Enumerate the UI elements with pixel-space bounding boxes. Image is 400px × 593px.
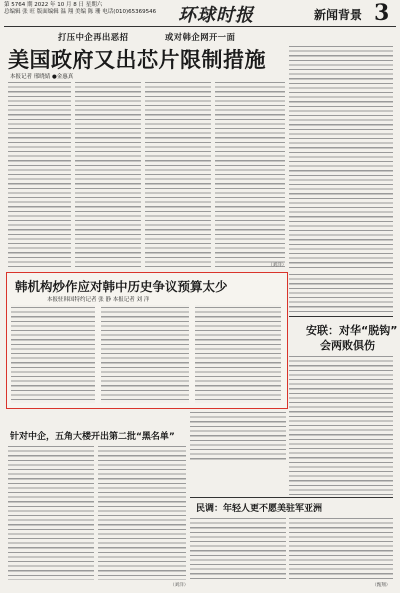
lead-body-col-3	[145, 80, 211, 268]
feature-body-col-2	[101, 305, 189, 403]
feature-body-col-3	[195, 305, 281, 403]
lead-headline: 美国政府又出芯片限制措施	[8, 48, 266, 72]
lead-byline: 本报记者 邢晓婧 ●金惠真	[10, 74, 74, 80]
art-editor-name: 陈 珊	[87, 9, 101, 15]
section-title: 新闻背景	[314, 8, 363, 22]
bottom-headline: 民调：年轻人更不愿美驻军亚洲	[196, 504, 323, 514]
feature-article-box	[6, 272, 288, 409]
middle-body-col-right	[190, 410, 286, 424]
right-divider	[289, 316, 393, 317]
chief-editor-label: 总编辑	[4, 9, 21, 15]
header-divider	[4, 26, 396, 27]
bottom-end-credit: （甄翔）	[372, 583, 391, 588]
bottom-body-col-2	[289, 516, 393, 580]
dept-editor-name: 温 翔	[60, 9, 74, 15]
chief-editor-name: 张 旺	[22, 9, 36, 15]
lead-body-col-4	[215, 80, 285, 268]
bottom-body-col-1	[190, 516, 286, 580]
right-body-col-1	[289, 44, 393, 268]
mid-body-col-1	[8, 444, 94, 580]
art-editor-label: 美编	[75, 9, 87, 15]
newspaper-logo: 环球时报	[178, 5, 254, 26]
dept-editor-label: 版面编辑	[36, 9, 59, 15]
lead-body-col-1	[8, 80, 71, 268]
issue-weekday: 星期六	[85, 2, 103, 8]
allianz-headline-line2: 会两败俱伤	[320, 339, 375, 352]
contact-phone: 电话(010)65369546	[102, 9, 157, 15]
issue-date: 2022 年 10 月 8 日	[34, 2, 84, 8]
mid-body-col-3	[190, 424, 286, 462]
right-body-col-2	[289, 272, 393, 312]
lead-body-col-2	[75, 80, 141, 268]
feature-body-col-1	[11, 305, 95, 403]
lead-end-credit: （刘洋）	[268, 263, 287, 268]
bottom-divider	[190, 497, 393, 498]
allianz-body	[289, 354, 393, 496]
mid-end-credit: （刘洋）	[170, 583, 189, 588]
issue-number: 第 5764 期	[4, 2, 33, 8]
feature-byline: 本报驻韩国特约记者 张 静 本报记者 刘 洋	[47, 297, 150, 303]
lead-kicker-right: 或对韩企网开一面	[165, 32, 236, 42]
masthead-meta	[4, 2, 204, 16]
page-number: 3	[374, 0, 390, 26]
allianz-headline-line1: 安联：对华“脱钩”	[306, 324, 398, 337]
lead-kicker-left: 打压中企再出恶招	[58, 32, 129, 42]
mid-headline: 针对中企，五角大楼开出第二批“黑名单”	[10, 432, 175, 442]
mid-body-col-2	[98, 444, 186, 580]
feature-headline: 韩机构炒作应对韩中历史争议预算太少	[15, 279, 228, 294]
